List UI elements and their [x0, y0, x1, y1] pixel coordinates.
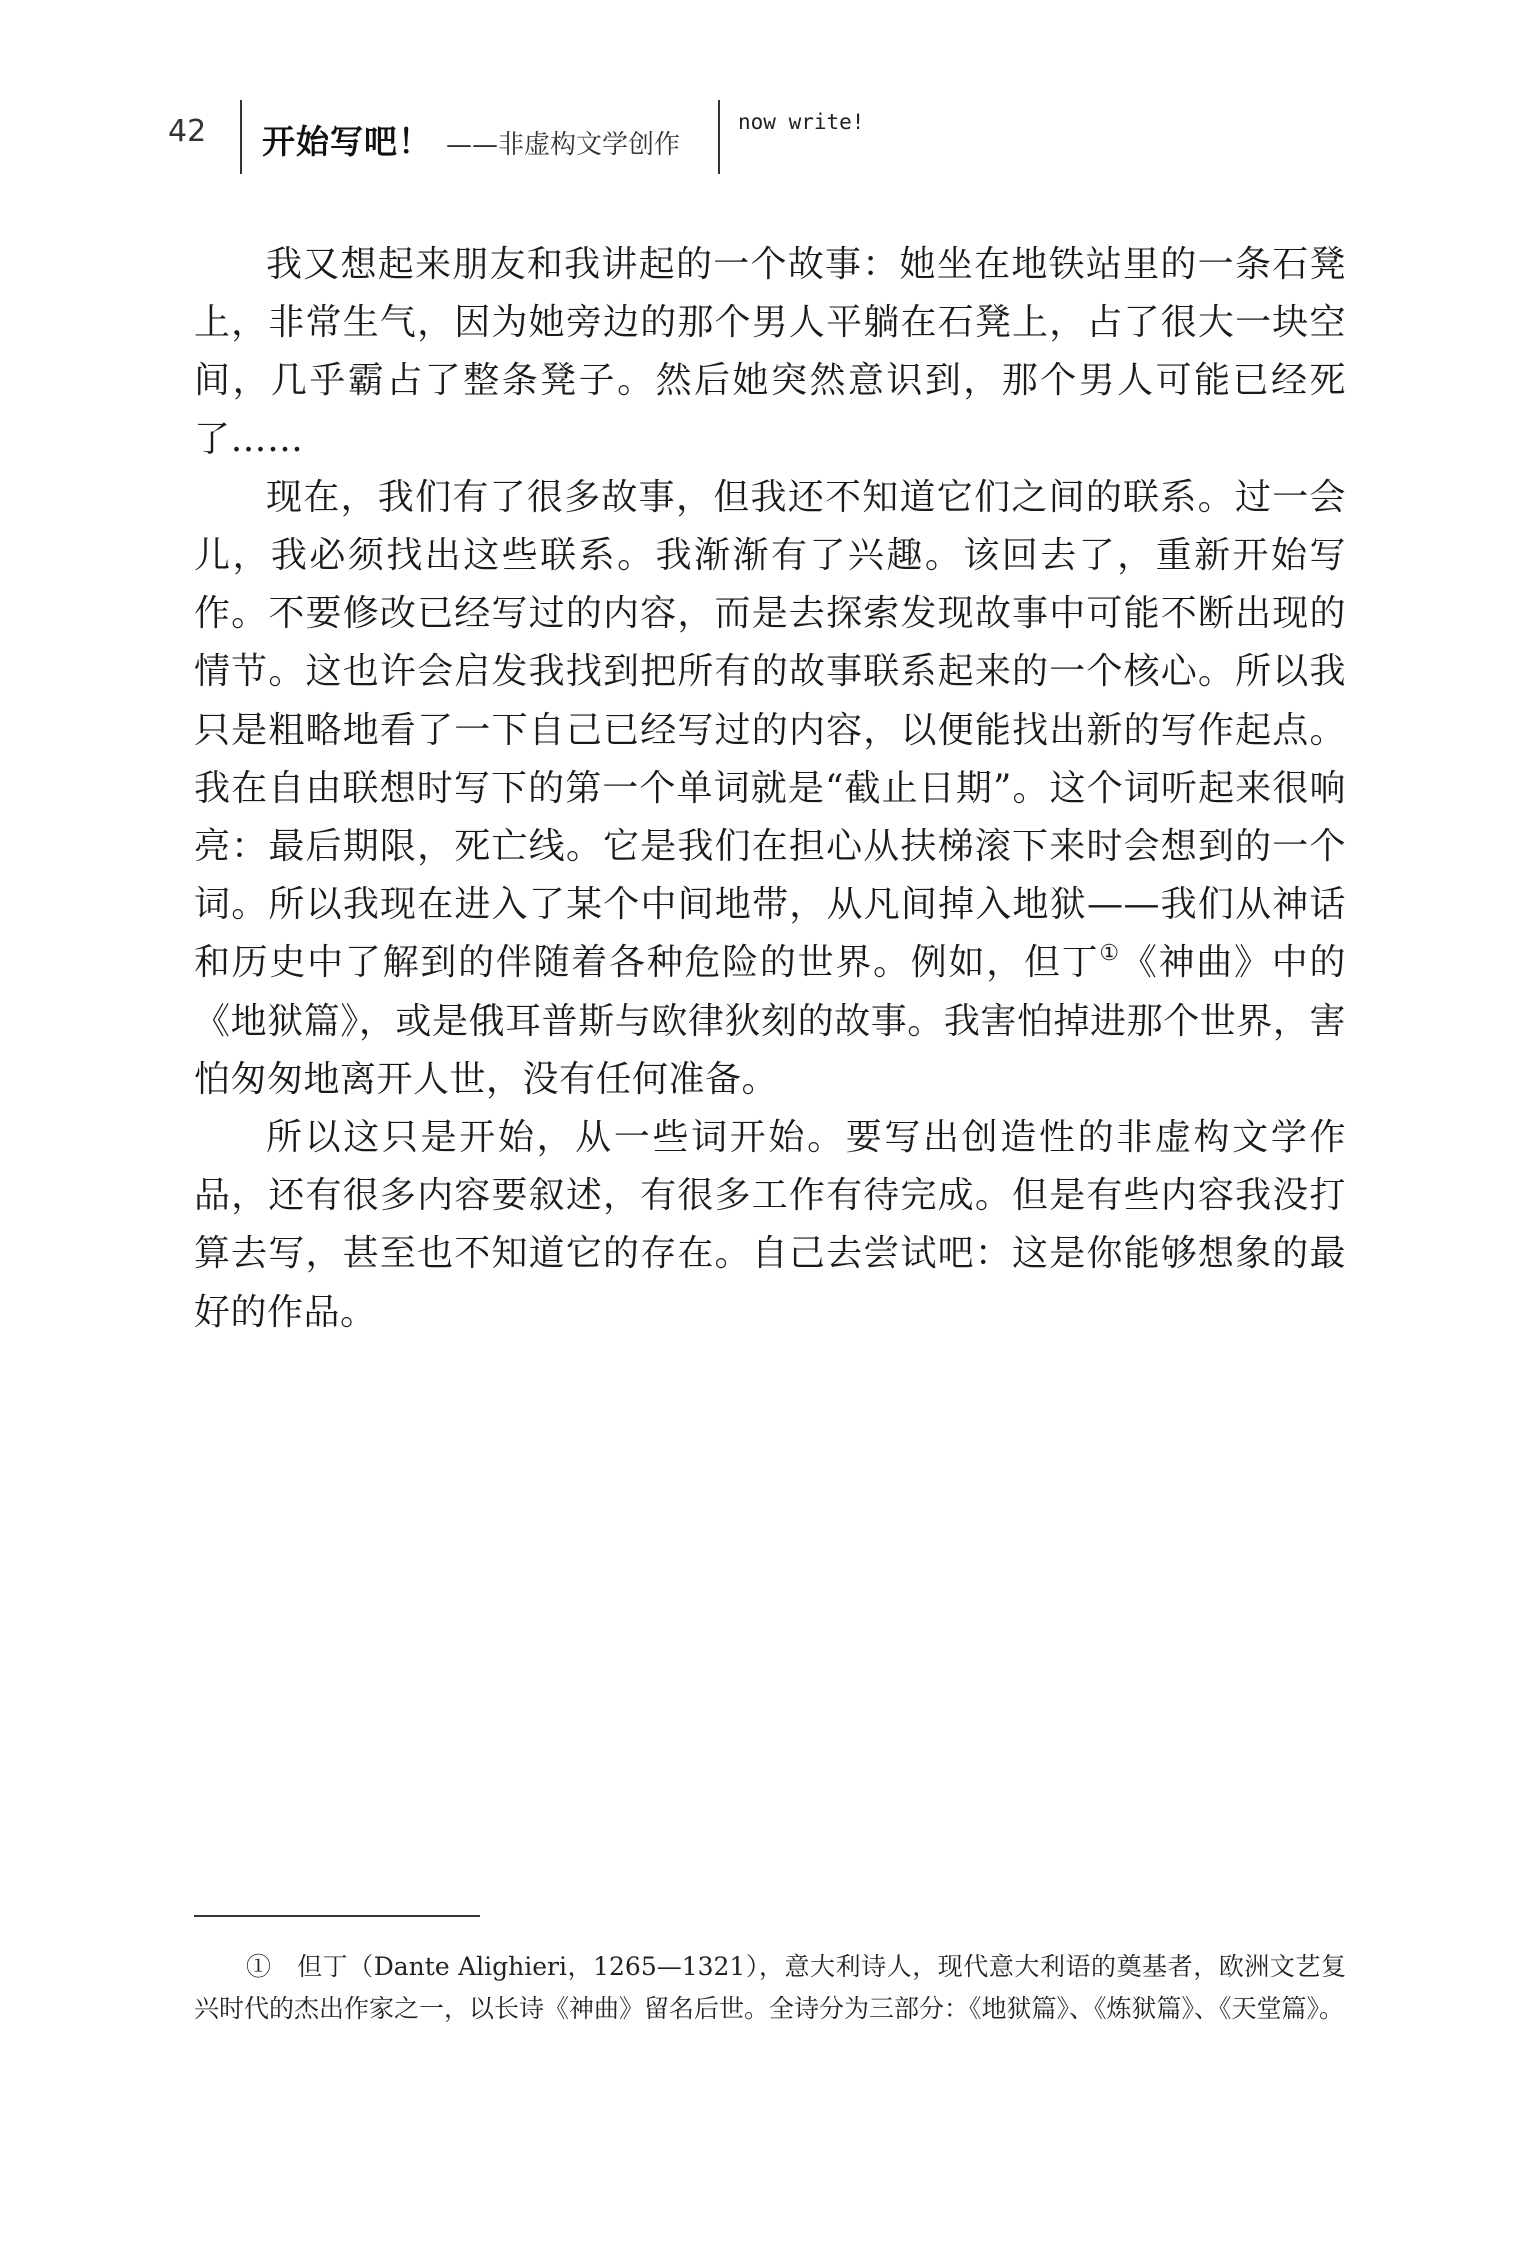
book-title: 开始写吧！ — [262, 122, 432, 161]
series-tag: now write! — [738, 110, 865, 134]
running-header — [0, 100, 1536, 180]
paragraph-1: 我又想起来朋友和我讲起的一个故事：她坐在地铁站里的一条石凳上，非常生气，因为她旁边的那个男人平躺在石凳上，占了很大一块空间，几乎霸占了整条凳子。然后她突然意识到，那个男人可能已经死了…… — [194, 244, 1346, 460]
page-number: 42 — [168, 114, 207, 149]
footnote — [194, 1946, 1346, 2030]
book-subtitle: ——非虚构文学创作 — [446, 130, 681, 160]
footnote-rule — [194, 1915, 480, 1917]
paragraph-2-text-a: 现在，我们有了很多故事，但我还不知道它们之间的联系。过一会儿，我必须找出这些联系。我渐渐有了兴趣。该回去了，重新开始写作。不要修改已经写过的内容，而是去探索发现故事中可能不断出现的情节。这也许会启发我找到把所有的故事联系起来的一个核心。所以我只是粗略地看了一下自己已经写过的内容，以便能找出新的写作起点。我在自由联想时写下的第一个单词就是“截止日期”。这个词听起来很响亮：最后期限，死亡线。它是我们在担心从扶梯滚下来时会想到的一个词。所以我现在进入了某个中间地带，从凡间掉入地狱——我们从神话和历史中了解到的伴随着各种危险的世界。例如，但丁 — [194, 476, 1346, 984]
paragraph-2 — [194, 469, 1346, 1109]
header-divider-right — [718, 100, 720, 174]
header-divider-left — [240, 100, 242, 174]
footnote-text: 但丁（Dante Alighieri，1265—1321），意大利诗人，现代意大利语的奠基者，欧洲文艺复兴时代的杰出作家之一，以长诗《神曲》留名后世。全诗分为三部分：《地狱篇》、《炼狱篇》、《天堂篇》。 — [194, 1952, 1346, 2023]
paragraph-2-text-b: 《神曲》中的《地狱篇》，或是俄耳普斯与欧律狄刻的故事。我害怕掉进那个世界，害怕匆匆地离开人世，没有任何准备。 — [194, 942, 1346, 1100]
body-text — [194, 236, 1346, 1342]
paragraph-3: 所以这只是开始，从一些词开始。要写出创造性的非虚构文学作品，还有很多内容要叙述，有很多工作有待完成。但是有些内容我没打算去写，甚至也不知道它的存在。自己去尝试吧：这是你能够想象的最好的作品。 — [194, 1117, 1346, 1333]
footnote-marker: ① — [246, 1952, 272, 1981]
footnote-reference[interactable]: ① — [1099, 941, 1121, 967]
